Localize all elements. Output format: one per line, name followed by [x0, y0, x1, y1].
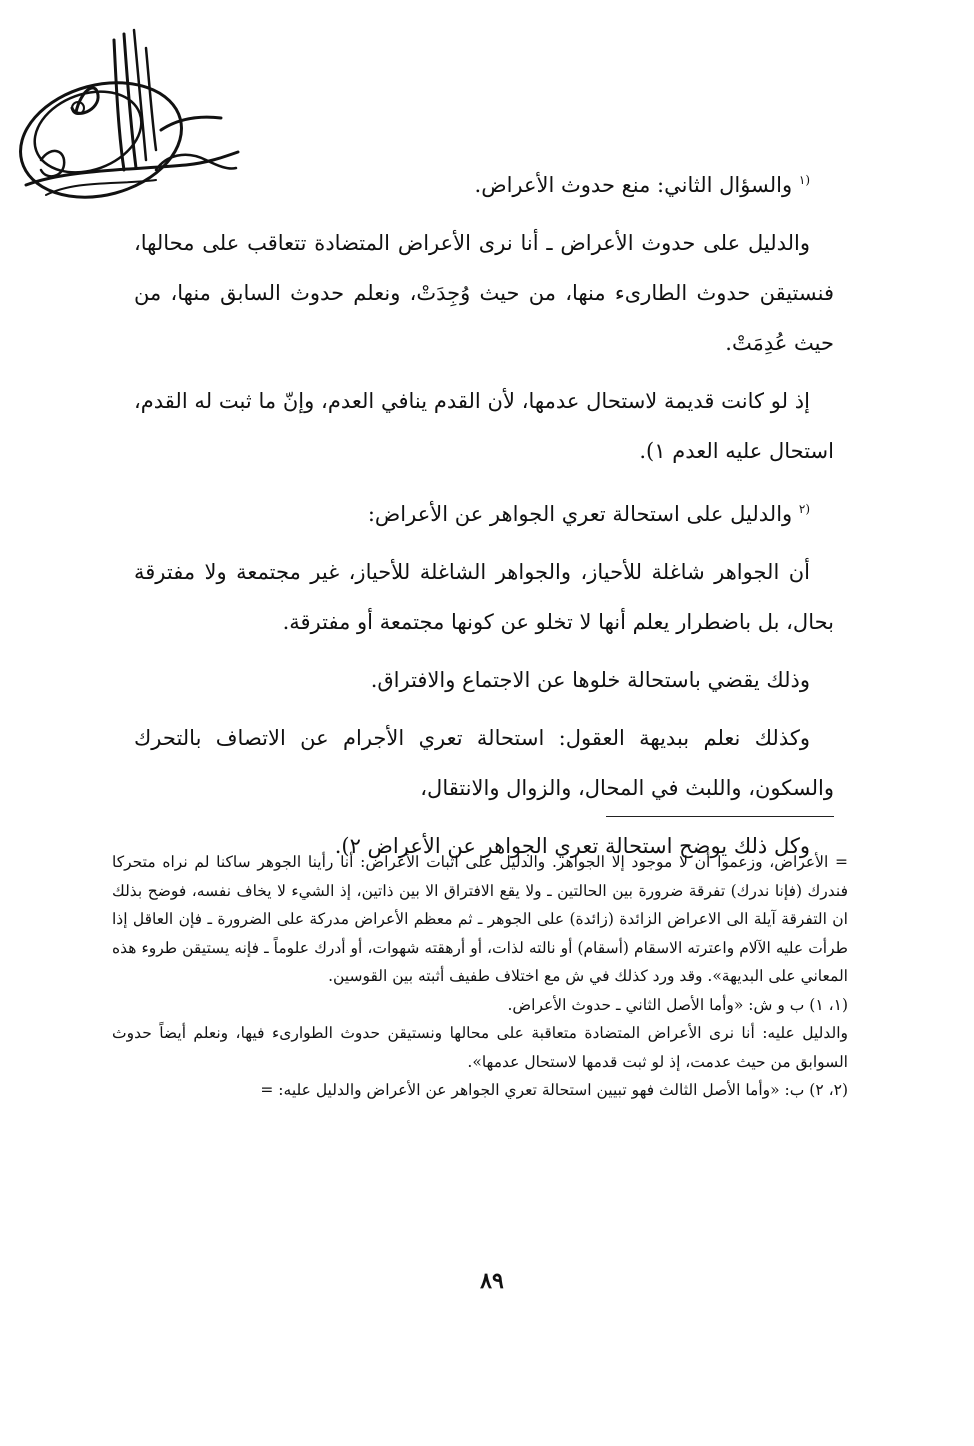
- paragraph-5: [134, 547, 834, 647]
- paragraph-1: [134, 155, 834, 210]
- paragraph-4: [134, 484, 834, 539]
- paragraph-text: والسؤال الثاني: منع حدوث الأعراض.: [474, 173, 793, 197]
- paragraph-text: وذلك يقضي باستحالة خلوها عن الاجتماع والافتراق.: [370, 668, 810, 692]
- footnote-continuation: = الأعراض، وزعموا أن لا موجود إلا الجواهر. والدليل على اثبات الأعراض: أنا رأينا الجوهر ساكنا لم نراه متحركا فندرك (فإنا ندرك) تفرقة ضرورة بين الحالتين ـ ولا يقع الافتراق الا بين ذاتين، إذ الشيء لا يخاف نفسه، فوضح بذلك ان التفرقة آيلة الى الاعراض الزائدة (زائدة) على الجوهر ـ ثم معظم الأعراض مدركة على الضرورة ـ فإن العاقل إذا طرأت عليه الآلام واعترته الاسقام (أسقام) أو نالته لذات، أو أرهقته شهوات، أو أدرك علوماً ـ فإنه يستيقن طروء هذه المعاني على البديهة». وقد ورد كذلك في ش مع اختلاف طفيف أثبته بين القوسين.: [112, 853, 848, 985]
- main-text: [134, 155, 834, 871]
- paragraph-text: إذ لو كانت قديمة لاستحال عدمها، لأن القدم ينافي العدم، وإنّ ما ثبت له القدم، استحال عليه العدم ١).: [134, 389, 834, 463]
- paragraph-text: وكل ذلك يوضح استحالة تعري الجواهر عن الأعراض ٢).: [334, 834, 810, 858]
- paragraph-2: [134, 218, 834, 368]
- footnote-2: (٢، ٢) ب: «وأما الأصل الثالث فهو تبيين استحالة تعري الجواهر عن الأعراض والدليل عليه: =: [260, 1081, 848, 1099]
- note-marker: (٢: [798, 502, 810, 516]
- seal-text: سيد محمد طويل العلوي: [36, 177, 196, 196]
- paragraph-3: [134, 376, 834, 476]
- page-number: ٨٩: [480, 1268, 504, 1294]
- paragraph-6: [134, 655, 834, 705]
- footnote-1: (١، ١) ب و ش: «وأما الأصل الثاني ـ حدوث الأعراض.: [507, 995, 848, 1014]
- paragraph-text: والدليل على استحالة تعري الجواهر عن الأعراض:: [367, 502, 793, 526]
- note-marker: (١: [798, 173, 810, 187]
- paragraph-text: والدليل على حدوث الأعراض ـ أنا نرى الأعراض المتضادة تتعاقب على محالها، فنستيقن حدوث الطارىء منها، من حيث وُجِدَتْ، ونعلم حدوث السابق منها، من حيث عُدِمَتْ.: [134, 231, 834, 355]
- paragraph-text: وكذلك نعلم ببديهة العقول: استحالة تعري الأجرام عن الاتصاف بالتحرك والسكون، واللبث في المحال، والزوال والانتقال،: [134, 726, 834, 800]
- paragraph-text: أن الجواهر شاغلة للأحياز، والجواهر الشاغلة للأحياز، غير مجتمعة ولا مفترقة بحال، بل باضطرار يعلم أنها لا تخلو عن كونها مجتمعة أو مفترقة.: [134, 560, 834, 634]
- footnote-divider: [606, 816, 834, 817]
- footnotes: [112, 848, 848, 1105]
- footnote-1-continued: والدليل عليه: أنا نرى الأعراض المتضادة متعاقبة على محالها ونستيقن حدوث الطوارىء فيها، ونعلم أيضاً حدوث السوابق من حيث عدمت، إذ لو ثبت قدمها لاستحال عدمها».: [112, 1024, 848, 1071]
- paragraph-7: [134, 713, 834, 813]
